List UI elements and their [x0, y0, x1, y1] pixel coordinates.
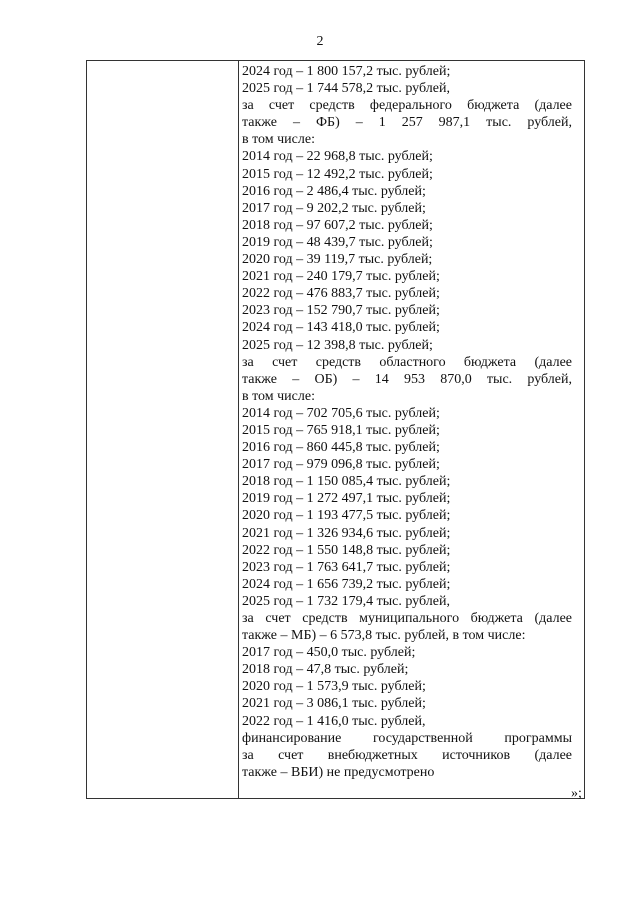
text-line: за счет средств муниципального бюджета (далее — [242, 611, 572, 626]
text-line: 2025 год – 1 744 578,2 тыс. рублей, — [242, 81, 450, 97]
text-line: 2024 год – 143 418,0 тыс. рублей; — [242, 320, 440, 336]
text-line: 2018 год – 1 150 085,4 тыс. рублей; — [242, 474, 451, 490]
text-line: 2017 год – 450,0 тыс. рублей; — [242, 645, 416, 661]
text-line: 2023 год – 1 763 641,7 тыс. рублей; — [242, 559, 451, 575]
page-number: 2 — [316, 34, 324, 49]
text-line: 2022 год – 476 883,7 тыс. рублей; — [242, 286, 440, 302]
text-line: 2018 год – 47,8 тыс. рублей; — [242, 662, 409, 678]
text-line: 2022 год – 1 416,0 тыс. рублей, — [242, 713, 426, 729]
text-line: 2014 год – 702 705,6 тыс. рублей; — [242, 405, 440, 421]
text-line: 2016 год – 2 486,4 тыс. рублей; — [242, 183, 426, 199]
text-line: 2020 год – 39 119,7 тыс. рублей; — [242, 252, 433, 268]
text-line: 2015 год – 12 492,2 тыс. рублей; — [242, 166, 433, 182]
text-line: 2018 год – 97 607,2 тыс. рублей; — [242, 217, 433, 233]
text-line: за счет внебюджетных источников (далее — [242, 747, 572, 763]
text-line: за счет средств областного бюджета (далее — [242, 354, 572, 370]
closing-quote-mark: »; — [571, 786, 582, 801]
text-line: 2021 год – 3 086,1 тыс. рублей; — [242, 696, 426, 712]
text-line: 2025 год – 1 732 179,4 тыс. рублей, — [242, 593, 450, 609]
financing-table — [86, 60, 585, 799]
text-line: за счет средств федерального бюджета (далее — [242, 98, 572, 114]
text-line: 2024 год – 1 656 739,2 тыс. рублей; — [242, 576, 451, 592]
text-line: 2021 год – 1 326 934,6 тыс. рублей; — [242, 525, 451, 541]
text-line: также – ФБ) – 1 257 987,1 тыс. рублей, — [242, 115, 572, 131]
table-cell-financing-text — [242, 63, 572, 781]
text-line: также – МБ) – 6 573,8 тыс. рублей, в том числе: — [242, 628, 526, 644]
text-line: 2025 год – 12 398,8 тыс. рублей; — [242, 337, 433, 353]
text-line: 2024 год – 1 800 157,2 тыс. рублей; — [242, 64, 451, 79]
text-line: в том числе: — [242, 388, 315, 404]
text-line: 2014 год – 22 968,8 тыс. рублей; — [242, 149, 433, 165]
text-line: в том числе: — [242, 132, 315, 148]
text-line: 2019 год – 1 272 497,1 тыс. рублей; — [242, 491, 451, 507]
text-line: 2017 год – 9 202,2 тыс. рублей; — [242, 200, 426, 216]
table-column-divider — [238, 61, 239, 798]
text-line: 2015 год – 765 918,1 тыс. рублей; — [242, 422, 440, 438]
text-line: 2020 год – 1 193 477,5 тыс. рублей; — [242, 508, 451, 524]
text-line: финансирование государственной программы — [242, 730, 572, 746]
text-line: 2017 год – 979 096,8 тыс. рублей; — [242, 457, 440, 473]
text-line: также – ВБИ) не предусмотрено — [242, 764, 435, 780]
text-line: 2019 год – 48 439,7 тыс. рублей; — [242, 234, 433, 250]
text-line: 2023 год – 152 790,7 тыс. рублей; — [242, 303, 440, 319]
text-line: 2022 год – 1 550 148,8 тыс. рублей; — [242, 542, 451, 558]
text-line: 2016 год – 860 445,8 тыс. рублей; — [242, 440, 440, 456]
text-line: 2021 год – 240 179,7 тыс. рублей; — [242, 269, 440, 285]
text-line: 2020 год – 1 573,9 тыс. рублей; — [242, 679, 426, 695]
text-line: также – ОБ) – 14 953 870,0 тыс. рублей, — [242, 371, 572, 387]
